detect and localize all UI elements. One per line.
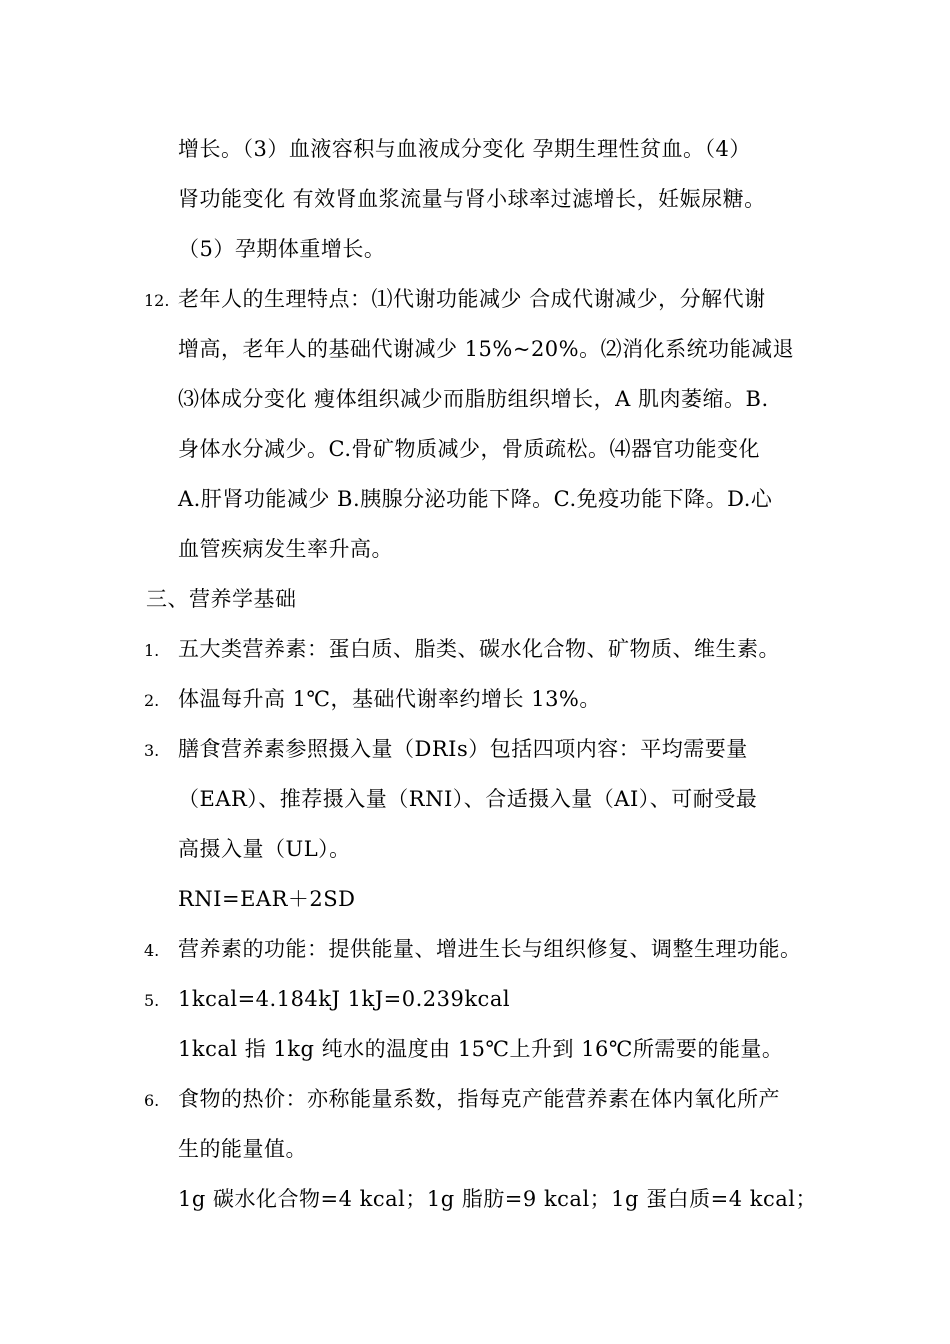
text-line: 膳食营养素参照摄入量（DRIs）包括四项内容：平均需要量 (178, 737, 748, 761)
formula-line: RNI=EAR＋2SD (178, 887, 356, 911)
text-line: ⑶体成分变化 瘦体组织减少而脂肪组织增长，A 肌肉萎缩。B. (178, 387, 769, 411)
list-number: 5. (144, 991, 160, 1010)
text-line: A.肝肾功能减少 B.胰腺分泌功能下降。C.免疫功能下降。D.心 (178, 487, 773, 511)
formula-line: 1g 碳水化合物=4 kcal；1g 脂肪=9 kcal；1g 蛋白质=4 kcal； (178, 1187, 817, 1211)
list-number: 2. (144, 691, 160, 710)
list-number: 3. (144, 741, 160, 760)
text-line: 食物的热价：亦称能量系数，指每克产能营养素在体内氧化所产 (178, 1087, 780, 1111)
text-line: 增高，老年人的基础代谢减少 15%~20%。⑵消化系统功能减退 (178, 337, 795, 361)
text-line: 增长。（3）血液容积与血液成分变化 孕期生理性贫血。（4） (178, 137, 751, 161)
list-number: 4. (144, 941, 160, 960)
list-number: 1. (144, 641, 160, 660)
section-heading: 三、营养学基础 (146, 587, 297, 611)
text-line: 高摄入量（UL）。 (178, 837, 351, 861)
text-line: 身体水分减少。C.骨矿物质减少，骨质疏松。⑷器官功能变化 (178, 437, 760, 461)
text-line: （5）孕期体重增长。 (178, 237, 386, 261)
text-line: 老年人的生理特点：⑴代谢功能减少 合成代谢减少，分解代谢 (178, 287, 766, 311)
text-line: （EAR）、推荐摄入量（RNI）、合适摄入量（AI）、可耐受最 (178, 787, 758, 811)
text-line: 五大类营养素：蛋白质、脂类、碳水化合物、矿物质、维生素。 (178, 637, 780, 661)
text-line: 血管疾病发生率升高。 (178, 537, 393, 561)
text-line: 营养素的功能：提供能量、增进生长与组织修复、调整生理功能。 (178, 937, 802, 961)
text-line: 生的能量值。 (178, 1137, 307, 1161)
text-line: 肾功能变化 有效肾血浆流量与肾小球率过滤增长，妊娠尿糖。 (178, 187, 766, 211)
list-number: 6. (144, 1091, 160, 1110)
text-line: 1kcal 指 1kg 纯水的温度由 15℃上升到 16℃所需要的能量。 (178, 1037, 784, 1061)
formula-line: 1kcal=4.184kJ 1kJ=0.239kcal (178, 987, 511, 1011)
list-number: 12. (144, 291, 170, 310)
text-line: 体温每升高 1℃，基础代谢率约增长 13%。 (178, 687, 601, 711)
